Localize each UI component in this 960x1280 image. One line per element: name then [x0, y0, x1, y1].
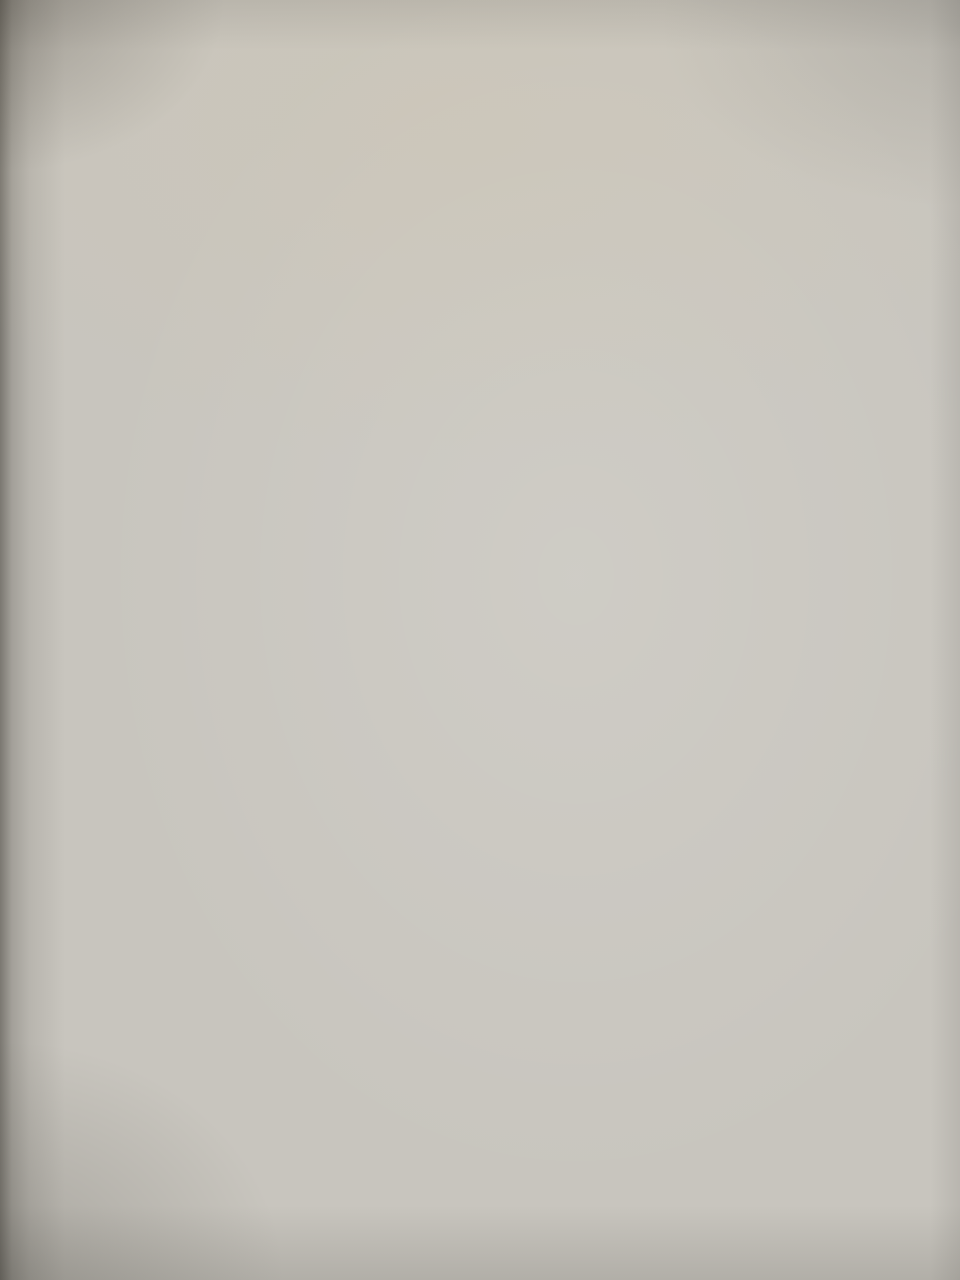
- part-number-heading: [41, 59, 853, 65]
- table-of-contents: [40, 0, 892, 65]
- part-title-line-1: [41, 59, 853, 65]
- appendix-row: [41, 65, 893, 69]
- toc-rows-bottom: [41, 59, 893, 66]
- toc-rows-top: [40, 49, 892, 56]
- part-title-line-2: [41, 59, 853, 65]
